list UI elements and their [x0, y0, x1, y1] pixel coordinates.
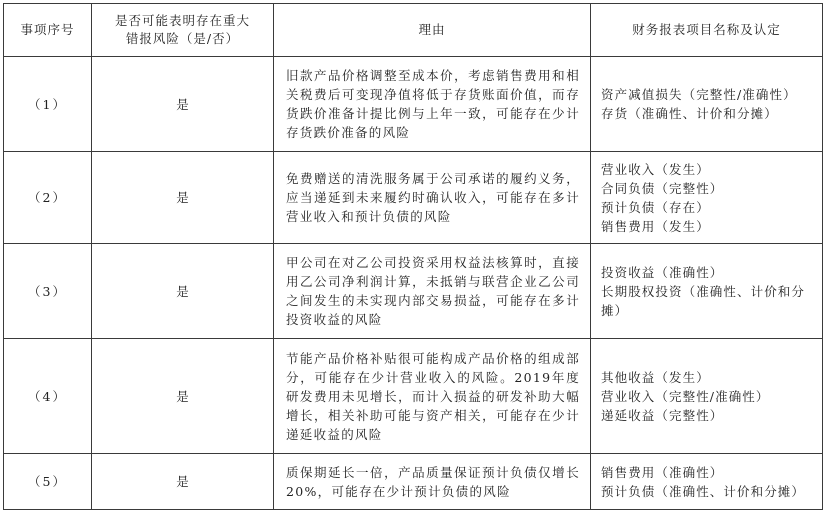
row-risk: 是 — [92, 454, 274, 510]
item-line: 长期股权投资（准确性、计价和分摊） — [601, 283, 806, 318]
row-items — [591, 57, 823, 152]
header-items: 财务报表项目名称及认定 — [591, 4, 823, 57]
row-items — [591, 339, 823, 454]
item-line: 营业收入（完整性/准确性） — [601, 388, 770, 404]
row-reason: 旧款产品价格调整至成本价，考虑销售费用和相关税费后可变现净值将低于存货账面价值，而存货跌价准备计提比例与上年一致，可能存在少计存货跌价准备的风险 — [274, 57, 591, 152]
row-risk: 是 — [92, 244, 274, 339]
item-line: 销售费用（准确性） — [601, 464, 724, 480]
row-reason: 质保期延长一倍，产品质量保证预计负债仅增长20%，可能存在少计预计负债的风险 — [274, 454, 591, 510]
table-row — [4, 454, 823, 510]
item-line: 存货（准确性、计价和分摊） — [601, 106, 778, 121]
item-line: 投资收益（准确性） — [601, 264, 724, 280]
row-reason: 甲公司在对乙公司投资采用权益法核算时，直接用乙公司净利润计算，未抵销与联营企业乙公司之间发生的未实现内部交易损益，可能存在多计投资收益的风险 — [274, 244, 591, 339]
row-reason: 免费赠送的清洗服务属于公司承诺的履约义务，应当递延到未来履约时确认收入，可能存在多计营业收入和预计负债的风险 — [274, 152, 591, 244]
risk-assessment-table — [3, 3, 823, 510]
table-row — [4, 339, 823, 454]
item-line: 预计负债（准确性、计价和分摊） — [601, 483, 806, 499]
table-row — [4, 57, 823, 152]
header-risk: 是否可能表明存在重大 错报风险（是/否） — [92, 4, 274, 57]
row-no: （1） — [4, 57, 92, 152]
item-line: 合同负债（完整性） — [601, 180, 724, 196]
row-risk: 是 — [92, 57, 274, 152]
table-row — [4, 152, 823, 244]
row-items — [591, 152, 823, 244]
row-no: （4） — [4, 339, 92, 454]
item-line: 销售费用（发生） — [601, 218, 710, 234]
row-risk: 是 — [92, 152, 274, 244]
row-items — [591, 454, 823, 510]
item-line: 递延收益（完整性） — [601, 407, 724, 423]
item-line: 其他收益（发生） — [601, 369, 710, 385]
header-no: 事项序号 — [4, 4, 92, 57]
row-no: （5） — [4, 454, 92, 510]
header-reason: 理由 — [274, 4, 591, 57]
row-items — [591, 244, 823, 339]
header-row — [4, 4, 823, 57]
item-line: 营业收入（发生） — [601, 161, 710, 177]
row-no: （2） — [4, 152, 92, 244]
row-risk: 是 — [92, 339, 274, 454]
row-reason: 节能产品价格补贴很可能构成产品价格的组成部分，可能存在少计营业收入的风险。2019年度研发费用未见增长，而计入损益的研发补助大幅增长，相关补助可能与资产相关，可能存在少计递延收益的风险 — [274, 339, 591, 454]
row-no: （3） — [4, 244, 92, 339]
table-row — [4, 244, 823, 339]
item-line: 资产减值损失（完整性/准确性） — [601, 87, 797, 102]
item-line: 预计负债（存在） — [601, 199, 710, 215]
